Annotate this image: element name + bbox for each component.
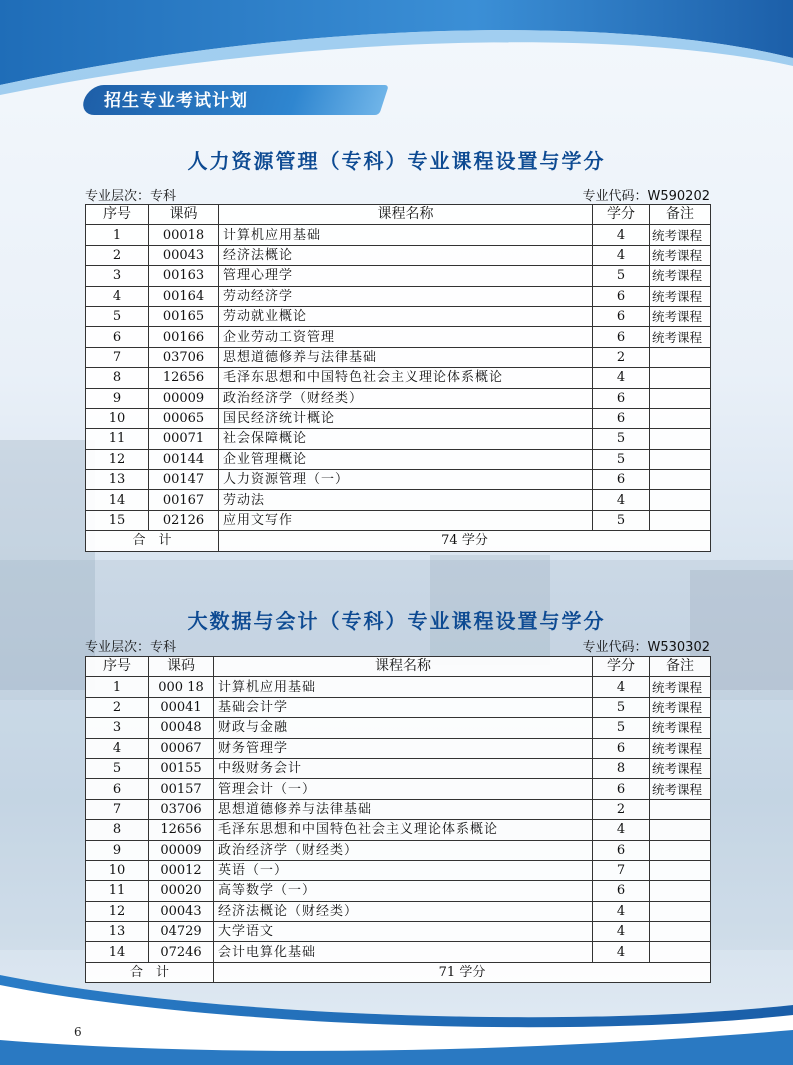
course-note: [650, 901, 711, 921]
course-credit: 5: [593, 429, 650, 449]
row-number: 9: [86, 388, 149, 408]
course-code: 00167: [149, 490, 219, 510]
table-row: [86, 245, 711, 265]
section1-title: 人力资源管理（专科）专业课程设置与学分: [187, 149, 606, 173]
table-row: [86, 408, 711, 428]
table-row: [86, 286, 711, 306]
course-name: 企业劳动工资管理: [219, 327, 593, 347]
table-total-row: [86, 531, 711, 551]
row-number: 14: [86, 942, 149, 962]
row-number: 2: [86, 697, 149, 717]
col-header-note: 备注: [650, 205, 711, 225]
course-name: 大学语文: [214, 922, 593, 942]
course-code: 000 18: [149, 677, 214, 697]
course-code: 00144: [149, 449, 219, 469]
course-name: 人力资源管理（一）: [219, 470, 593, 490]
course-credit: 6: [593, 408, 650, 428]
total-credits: 74 学分: [219, 531, 711, 551]
course-credit: 4: [593, 368, 650, 388]
course-credit: 5: [593, 510, 650, 530]
course-name: 会计电算化基础: [214, 942, 593, 962]
course-code: 03706: [149, 799, 214, 819]
row-number: 3: [86, 718, 149, 738]
course-name: 政治经济学（财经类）: [214, 840, 593, 860]
course-credit: 4: [593, 245, 650, 265]
course-note: 统考课程: [650, 779, 711, 799]
section2-title: 大数据与会计（专科）专业课程设置与学分: [187, 609, 606, 633]
section1-meta: [85, 185, 710, 203]
course-credit: 4: [593, 942, 650, 962]
page-number: 6: [74, 1025, 82, 1039]
row-number: 12: [86, 449, 149, 469]
course-note: [650, 490, 711, 510]
col-header-credit: 学分: [593, 205, 650, 225]
course-note: 统考课程: [650, 697, 711, 717]
course-note: [650, 820, 711, 840]
col-header-note: 备注: [650, 657, 711, 677]
row-number: 6: [86, 327, 149, 347]
row-number: 1: [86, 677, 149, 697]
course-code: 00043: [149, 901, 214, 921]
course-code: 04729: [149, 922, 214, 942]
col-header-credit: 学分: [593, 657, 650, 677]
course-code: 12656: [149, 820, 214, 840]
row-number: 7: [86, 347, 149, 367]
course-name: 思想道德修养与法律基础: [219, 347, 593, 367]
section1-course-table: [85, 204, 711, 552]
section2-course-table: [85, 656, 711, 983]
course-note: 统考课程: [650, 286, 711, 306]
course-note: [650, 388, 711, 408]
course-note: [650, 429, 711, 449]
col-header-no: 序号: [86, 205, 149, 225]
course-name: 财务管理学: [214, 738, 593, 758]
course-code: 00166: [149, 327, 219, 347]
table-row: [86, 510, 711, 530]
course-code: 00009: [149, 840, 214, 860]
row-number: 13: [86, 922, 149, 942]
course-name: 管理心理学: [219, 266, 593, 286]
course-note: [650, 368, 711, 388]
course-note: [650, 840, 711, 860]
row-number: 12: [86, 901, 149, 921]
row-number: 8: [86, 368, 149, 388]
course-code: 00012: [149, 860, 214, 880]
course-credit: 2: [593, 347, 650, 367]
row-number: 14: [86, 490, 149, 510]
course-code: 07246: [149, 942, 214, 962]
row-number: 4: [86, 738, 149, 758]
row-number: 5: [86, 758, 149, 778]
course-note: [650, 860, 711, 880]
row-number: 8: [86, 820, 149, 840]
row-number: 9: [86, 840, 149, 860]
col-header-name: 课程名称: [214, 657, 593, 677]
course-credit: 7: [593, 860, 650, 880]
course-credit: 6: [593, 779, 650, 799]
course-name: 毛泽东思想和中国特色社会主义理论体系概论: [214, 820, 593, 840]
table-row: [86, 470, 711, 490]
course-note: [650, 799, 711, 819]
course-name: 劳动法: [219, 490, 593, 510]
course-credit: 8: [593, 758, 650, 778]
table-row: [86, 901, 711, 921]
total-label: 合 计: [86, 962, 214, 982]
row-number: 4: [86, 286, 149, 306]
course-name: 中级财务会计: [214, 758, 593, 778]
course-name: 劳动就业概论: [219, 306, 593, 326]
course-credit: 4: [593, 901, 650, 921]
table-row: [86, 677, 711, 697]
table-row: [86, 697, 711, 717]
course-credit: 6: [593, 840, 650, 860]
course-code: 00048: [149, 718, 214, 738]
table-row: [86, 860, 711, 880]
course-code: 00155: [149, 758, 214, 778]
row-number: 3: [86, 266, 149, 286]
table-row: [86, 327, 711, 347]
course-name: 计算机应用基础: [214, 677, 593, 697]
row-number: 15: [86, 510, 149, 530]
col-header-name: 课程名称: [219, 205, 593, 225]
course-name: 劳动经济学: [219, 286, 593, 306]
course-code: 00071: [149, 429, 219, 449]
course-name: 经济法概论: [219, 245, 593, 265]
course-credit: 6: [593, 327, 650, 347]
course-credit: 6: [593, 470, 650, 490]
table-row: [86, 799, 711, 819]
course-note: [650, 942, 711, 962]
course-note: 统考课程: [650, 758, 711, 778]
table-row: [86, 490, 711, 510]
course-name: 财政与金融: [214, 718, 593, 738]
course-name: 企业管理概论: [219, 449, 593, 469]
section2-meta: [85, 636, 710, 654]
col-header-code: 课码: [149, 657, 214, 677]
row-number: 7: [86, 799, 149, 819]
table-row: [86, 942, 711, 962]
course-name: 高等数学（一）: [214, 881, 593, 901]
course-name: 计算机应用基础: [219, 225, 593, 245]
table-header-row: [86, 205, 711, 225]
col-header-no: 序号: [86, 657, 149, 677]
table-row: [86, 758, 711, 778]
course-code: 00067: [149, 738, 214, 758]
table-row: [86, 922, 711, 942]
table-row: [86, 718, 711, 738]
table-row: [86, 820, 711, 840]
course-code: 00164: [149, 286, 219, 306]
course-credit: 5: [593, 718, 650, 738]
course-credit: 4: [593, 922, 650, 942]
total-label: 合 计: [86, 531, 219, 551]
course-credit: 6: [593, 306, 650, 326]
course-name: 经济法概论（财经类）: [214, 901, 593, 921]
course-name: 应用文写作: [219, 510, 593, 530]
course-name: 政治经济学（财经类）: [219, 388, 593, 408]
course-name: 基础会计学: [214, 697, 593, 717]
course-note: 统考课程: [650, 266, 711, 286]
course-code: 00009: [149, 388, 219, 408]
row-number: 11: [86, 429, 149, 449]
course-code: 00043: [149, 245, 219, 265]
course-note: [650, 470, 711, 490]
course-name: 思想道德修养与法律基础: [214, 799, 593, 819]
course-credit: 6: [593, 286, 650, 306]
course-code: 03706: [149, 347, 219, 367]
course-note: 统考课程: [650, 327, 711, 347]
course-code: 00157: [149, 779, 214, 799]
table-row: [86, 266, 711, 286]
course-code: 00165: [149, 306, 219, 326]
course-credit: 4: [593, 677, 650, 697]
table-row: [86, 225, 711, 245]
course-code: 02126: [149, 510, 219, 530]
course-code: 00041: [149, 697, 214, 717]
table-row: [86, 881, 711, 901]
header-banner-text: 招生专业考试计划: [104, 91, 248, 111]
course-code: 00065: [149, 408, 219, 428]
course-credit: 5: [593, 697, 650, 717]
course-credit: 6: [593, 388, 650, 408]
course-credit: 4: [593, 490, 650, 510]
course-code: 00020: [149, 881, 214, 901]
course-note: [650, 449, 711, 469]
course-credit: 4: [593, 820, 650, 840]
course-credit: 6: [593, 881, 650, 901]
table-row: [86, 347, 711, 367]
course-code: 00163: [149, 266, 219, 286]
course-credit: 5: [593, 266, 650, 286]
course-credit: 2: [593, 799, 650, 819]
section1-level: 专业层次：专科: [85, 189, 177, 204]
course-note: 统考课程: [650, 225, 711, 245]
course-name: 英语（一）: [214, 860, 593, 880]
table-row: [86, 388, 711, 408]
row-number: 13: [86, 470, 149, 490]
course-credit: 4: [593, 225, 650, 245]
course-credit: 6: [593, 738, 650, 758]
course-note: 统考课程: [650, 306, 711, 326]
table-row: [86, 449, 711, 469]
table-row: [86, 840, 711, 860]
course-note: [650, 510, 711, 530]
course-credit: 5: [593, 449, 650, 469]
course-name: 社会保障概论: [219, 429, 593, 449]
section1-major-code: 专业代码：W590202: [582, 189, 710, 204]
course-code: 12656: [149, 368, 219, 388]
course-name: 国民经济统计概论: [219, 408, 593, 428]
row-number: 6: [86, 779, 149, 799]
row-number: 2: [86, 245, 149, 265]
table-row: [86, 368, 711, 388]
course-note: [650, 922, 711, 942]
table-row: [86, 738, 711, 758]
total-credits: 71 学分: [214, 962, 711, 982]
course-note: 统考课程: [650, 718, 711, 738]
course-name: 管理会计（一）: [214, 779, 593, 799]
row-number: 5: [86, 306, 149, 326]
course-note: [650, 347, 711, 367]
course-note: 统考课程: [650, 245, 711, 265]
course-code: 00018: [149, 225, 219, 245]
course-note: 统考课程: [650, 738, 711, 758]
table-row: [86, 429, 711, 449]
course-note: [650, 408, 711, 428]
course-name: 毛泽东思想和中国特色社会主义理论体系概论: [219, 368, 593, 388]
row-number: 10: [86, 860, 149, 880]
col-header-code: 课码: [149, 205, 219, 225]
table-row: [86, 779, 711, 799]
row-number: 11: [86, 881, 149, 901]
course-note: 统考课程: [650, 677, 711, 697]
table-row: [86, 306, 711, 326]
table-header-row: [86, 657, 711, 677]
row-number: 1: [86, 225, 149, 245]
section2-major-code: 专业代码：W530302: [582, 640, 710, 655]
row-number: 10: [86, 408, 149, 428]
table-total-row: [86, 962, 711, 982]
course-note: [650, 881, 711, 901]
course-code: 00147: [149, 470, 219, 490]
section2-level: 专业层次：专科: [85, 640, 177, 655]
